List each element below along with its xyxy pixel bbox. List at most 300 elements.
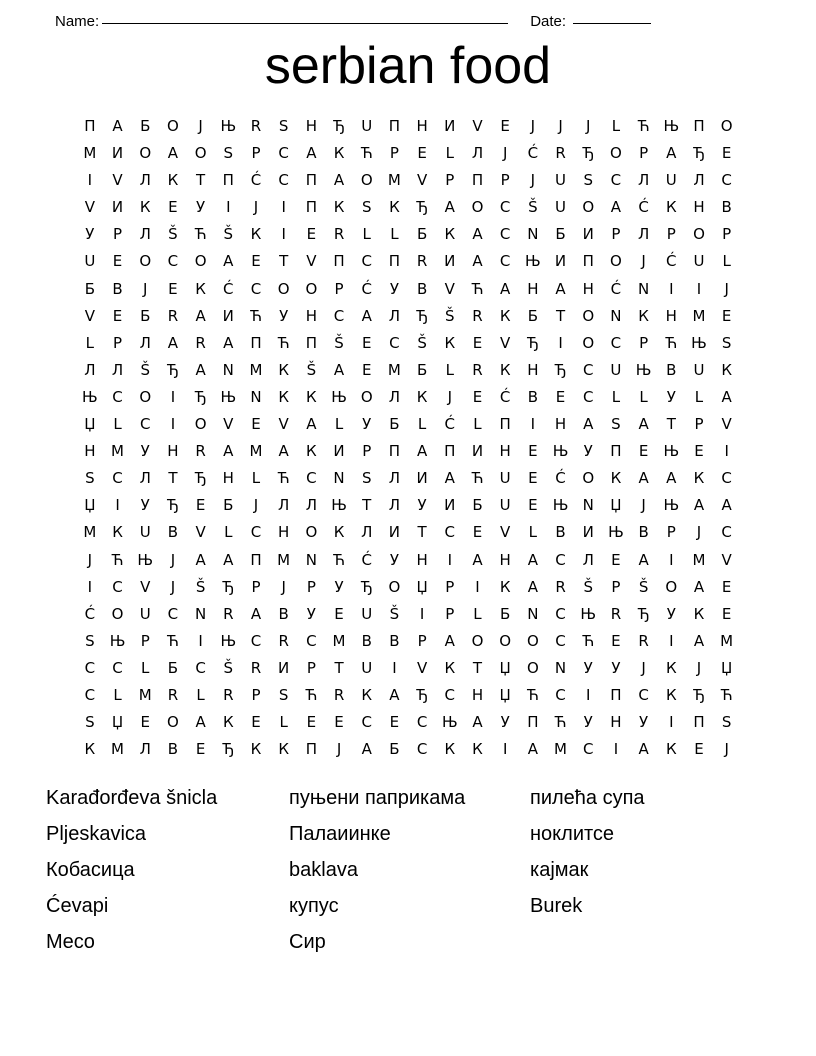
grid-cell[interactable]: I xyxy=(696,279,702,298)
grid-cell[interactable]: Т xyxy=(555,306,566,325)
grid-cell[interactable]: П xyxy=(444,442,456,461)
grid-cell[interactable]: К xyxy=(250,225,262,244)
grid-cell[interactable]: Н xyxy=(305,306,317,325)
grid-cell[interactable]: Н xyxy=(527,360,539,379)
grid-cell[interactable]: Н xyxy=(499,550,511,569)
name-input[interactable] xyxy=(102,23,508,24)
grid-cell[interactable]: U xyxy=(361,117,373,135)
grid-cell[interactable]: А xyxy=(223,333,234,352)
grid-cell[interactable]: V xyxy=(721,550,732,569)
grid-cell[interactable]: N xyxy=(554,658,567,677)
grid-cell[interactable]: П xyxy=(388,117,401,135)
grid-cell[interactable]: С xyxy=(112,658,123,677)
grid-cell[interactable]: N xyxy=(250,387,262,406)
grid-cell[interactable]: Л xyxy=(388,387,401,406)
grid-cell[interactable]: С xyxy=(555,631,566,650)
grid-cell[interactable]: Л xyxy=(361,523,373,542)
grid-cell[interactable]: С xyxy=(389,333,400,352)
grid-cell[interactable]: Ћ xyxy=(720,685,733,704)
grid-cell[interactable]: А xyxy=(527,740,538,759)
grid-cell[interactable]: А xyxy=(250,604,262,623)
grid-cell[interactable]: Е xyxy=(472,523,483,542)
grid-cell[interactable]: Л xyxy=(388,496,401,515)
grid-cell[interactable]: Е xyxy=(168,198,178,217)
grid-cell[interactable]: Њ xyxy=(331,387,347,406)
grid-cell[interactable]: П xyxy=(527,713,539,732)
grid-cell[interactable]: А xyxy=(527,577,538,596)
grid-cell[interactable]: Њ xyxy=(663,117,680,135)
grid-cell[interactable]: О xyxy=(305,523,318,542)
grid-cell[interactable]: I xyxy=(198,631,203,650)
grid-cell[interactable]: А xyxy=(638,469,649,488)
grid-cell[interactable]: Л xyxy=(278,496,290,515)
grid-cell[interactable]: Š xyxy=(195,577,206,596)
grid-cell[interactable]: Р xyxy=(140,631,150,650)
grid-cell[interactable]: L xyxy=(334,415,344,434)
grid-cell[interactable]: R xyxy=(250,117,262,135)
grid-cell[interactable]: R xyxy=(638,631,649,650)
grid-cell[interactable]: Š xyxy=(389,604,400,623)
grid-cell[interactable]: N xyxy=(333,469,345,488)
grid-cell[interactable]: R xyxy=(223,685,234,704)
grid-cell[interactable]: П xyxy=(222,171,234,190)
grid-cell[interactable]: Ć xyxy=(666,252,677,271)
grid-cell[interactable]: А xyxy=(666,469,677,488)
grid-cell[interactable]: U xyxy=(361,604,373,623)
grid-cell[interactable]: Ј xyxy=(696,523,702,542)
grid-cell[interactable]: Р xyxy=(251,685,261,704)
grid-cell[interactable]: Ђ xyxy=(167,496,179,515)
grid-cell[interactable]: О xyxy=(167,713,179,732)
grid-cell[interactable]: К xyxy=(499,577,511,596)
grid-cell[interactable]: Е xyxy=(140,713,150,732)
grid-cell[interactable]: R xyxy=(195,333,206,352)
grid-cell[interactable]: Њ xyxy=(552,442,569,461)
grid-cell[interactable]: И xyxy=(582,225,594,244)
grid-cell[interactable]: Е xyxy=(721,604,732,623)
grid-cell[interactable]: S xyxy=(361,198,372,217)
grid-cell[interactable]: Ј xyxy=(724,740,729,759)
grid-cell[interactable]: R xyxy=(278,631,289,650)
grid-cell[interactable]: R xyxy=(195,442,206,461)
grid-cell[interactable]: Ђ xyxy=(693,144,705,163)
grid-cell[interactable]: I xyxy=(87,577,93,596)
grid-cell[interactable]: С xyxy=(278,171,289,190)
grid-cell[interactable]: П xyxy=(693,713,705,732)
grid-cell[interactable]: С xyxy=(499,252,511,271)
grid-cell[interactable]: Ћ xyxy=(333,550,345,569)
grid-cell[interactable]: N xyxy=(610,306,622,325)
grid-cell[interactable]: С xyxy=(555,685,566,704)
word-list-item[interactable]: пилећа супа xyxy=(530,787,645,809)
grid-cell[interactable]: Р xyxy=(694,415,704,434)
word-list-item[interactable]: Сир xyxy=(289,931,326,953)
grid-cell[interactable]: Ј xyxy=(641,496,646,515)
grid-cell[interactable]: Ћ xyxy=(167,631,179,650)
grid-cell[interactable]: I xyxy=(669,279,674,298)
grid-cell[interactable]: S xyxy=(223,144,234,163)
grid-cell[interactable]: К xyxy=(444,333,456,352)
grid-cell[interactable]: Њ xyxy=(137,550,154,569)
grid-cell[interactable]: V xyxy=(500,333,511,352)
word-list-item[interactable]: Karađorđeva šnicla xyxy=(46,787,218,809)
grid-cell[interactable]: Е xyxy=(555,387,566,406)
grid-cell[interactable]: Ђ xyxy=(554,360,567,379)
grid-cell[interactable]: С xyxy=(721,171,732,190)
grid-cell[interactable]: Н xyxy=(167,442,179,461)
grid-cell[interactable]: Ј xyxy=(447,387,452,406)
grid-cell[interactable]: L xyxy=(445,360,454,379)
grid-cell[interactable]: П xyxy=(471,171,484,190)
grid-cell[interactable]: V xyxy=(112,171,123,190)
grid-cell[interactable]: R xyxy=(555,144,566,163)
grid-cell[interactable]: L xyxy=(473,604,482,623)
grid-cell[interactable]: Њ xyxy=(220,631,237,650)
word-list-item[interactable]: Burek xyxy=(530,895,583,917)
word-list-item[interactable]: ноклитсе xyxy=(530,823,615,845)
grid-cell[interactable]: Ј xyxy=(530,117,536,135)
grid-cell[interactable]: С xyxy=(582,740,594,759)
grid-cell[interactable]: К xyxy=(139,198,151,217)
grid-cell[interactable]: Н xyxy=(416,550,428,569)
grid-cell[interactable]: Њ xyxy=(691,333,707,352)
grid-cell[interactable]: Ј xyxy=(724,279,729,298)
grid-cell[interactable]: U xyxy=(555,198,567,217)
grid-cell[interactable]: Џ xyxy=(416,577,428,596)
grid-cell[interactable]: Б xyxy=(167,658,179,677)
grid-cell[interactable]: Б xyxy=(389,415,400,434)
grid-cell[interactable]: Б xyxy=(555,225,566,244)
grid-cell[interactable]: U xyxy=(499,469,511,488)
grid-cell[interactable]: Њ xyxy=(331,496,347,515)
grid-cell[interactable]: С xyxy=(721,523,732,542)
grid-cell[interactable]: С xyxy=(250,279,262,298)
grid-cell[interactable]: С xyxy=(84,685,96,704)
grid-cell[interactable]: И xyxy=(222,306,234,325)
grid-cell[interactable]: С xyxy=(582,387,594,406)
grid-cell[interactable]: К xyxy=(167,171,179,190)
grid-cell[interactable]: Ј xyxy=(641,658,646,677)
grid-cell[interactable]: Џ xyxy=(111,713,124,732)
grid-cell[interactable]: Н xyxy=(527,279,539,298)
grid-cell[interactable]: С xyxy=(195,658,206,677)
grid-cell[interactable]: П xyxy=(305,333,317,352)
grid-cell[interactable]: Њ xyxy=(580,604,597,623)
grid-cell[interactable]: У xyxy=(389,550,399,569)
grid-cell[interactable]: С xyxy=(444,523,456,542)
grid-cell[interactable]: А xyxy=(638,740,649,759)
grid-cell[interactable]: О xyxy=(194,144,207,163)
grid-cell[interactable]: А xyxy=(112,117,123,135)
grid-cell[interactable]: V xyxy=(84,198,95,217)
grid-cell[interactable]: Š xyxy=(583,577,593,596)
grid-cell[interactable]: Р xyxy=(445,171,455,190)
grid-cell[interactable]: U xyxy=(693,252,705,271)
grid-cell[interactable]: V xyxy=(472,117,483,135)
grid-cell[interactable]: П xyxy=(305,171,317,190)
grid-cell[interactable]: О xyxy=(693,225,705,244)
word-search-grid[interactable] xyxy=(76,113,740,763)
grid-cell[interactable]: К xyxy=(195,279,206,298)
grid-cell[interactable]: Е xyxy=(528,469,538,488)
grid-cell[interactable]: П xyxy=(582,252,594,271)
grid-cell[interactable]: Њ xyxy=(663,496,680,515)
grid-cell[interactable]: С xyxy=(139,415,151,434)
grid-cell[interactable]: Ć xyxy=(250,171,262,190)
grid-cell[interactable]: П xyxy=(250,550,262,569)
grid-cell[interactable]: П xyxy=(388,252,401,271)
grid-cell[interactable]: У xyxy=(140,496,150,515)
grid-cell[interactable]: Б xyxy=(472,496,483,515)
grid-cell[interactable]: V xyxy=(721,415,732,434)
grid-cell[interactable]: У xyxy=(583,658,593,677)
grid-cell[interactable]: С xyxy=(250,523,262,542)
grid-cell[interactable]: У xyxy=(306,604,316,623)
grid-cell[interactable]: Н xyxy=(471,685,484,704)
grid-cell[interactable]: Š xyxy=(638,577,649,596)
grid-cell[interactable]: Е xyxy=(389,713,400,732)
grid-cell[interactable]: А xyxy=(306,144,317,163)
grid-cell[interactable]: S xyxy=(721,333,732,352)
grid-cell[interactable]: И xyxy=(582,523,594,542)
grid-cell[interactable]: Л xyxy=(693,171,705,190)
grid-cell[interactable]: К xyxy=(333,198,345,217)
grid-cell[interactable]: Ћ xyxy=(471,469,484,488)
grid-cell[interactable]: L xyxy=(611,117,621,135)
grid-cell[interactable]: А xyxy=(693,577,705,596)
grid-cell[interactable]: А xyxy=(361,306,372,325)
grid-cell[interactable]: Е xyxy=(306,713,317,732)
grid-cell[interactable]: R xyxy=(167,685,179,704)
grid-cell[interactable]: А xyxy=(223,442,234,461)
grid-cell[interactable]: Е xyxy=(361,360,372,379)
grid-cell[interactable]: I xyxy=(226,198,231,217)
grid-cell[interactable]: У xyxy=(611,658,621,677)
grid-cell[interactable]: У xyxy=(583,713,593,732)
grid-cell[interactable]: О xyxy=(388,577,401,596)
grid-cell[interactable]: К xyxy=(444,740,456,759)
grid-cell[interactable]: И xyxy=(388,523,401,542)
grid-cell[interactable]: М xyxy=(332,631,346,650)
grid-cell[interactable]: М xyxy=(249,360,263,379)
grid-cell[interactable]: Е xyxy=(721,577,732,596)
grid-cell[interactable]: Р xyxy=(306,577,316,596)
grid-cell[interactable]: Б xyxy=(416,360,428,379)
grid-cell[interactable]: К xyxy=(472,740,483,759)
grid-cell[interactable]: К xyxy=(112,523,123,542)
grid-cell[interactable]: Р xyxy=(611,225,621,244)
grid-cell[interactable]: Ј xyxy=(696,658,702,677)
grid-cell[interactable]: Ђ xyxy=(167,360,179,379)
grid-cell[interactable]: О xyxy=(471,198,484,217)
grid-cell[interactable]: Ј xyxy=(336,740,342,759)
grid-cell[interactable]: I xyxy=(669,631,674,650)
grid-cell[interactable]: К xyxy=(665,740,677,759)
grid-cell[interactable]: А xyxy=(472,225,483,244)
grid-cell[interactable]: Ј xyxy=(558,117,563,135)
grid-cell[interactable]: I xyxy=(669,713,674,732)
grid-cell[interactable]: R xyxy=(472,360,483,379)
grid-cell[interactable]: L xyxy=(141,658,150,677)
grid-cell[interactable]: S xyxy=(611,415,621,434)
grid-cell[interactable]: Š xyxy=(528,198,538,217)
grid-cell[interactable]: Н xyxy=(554,415,567,434)
grid-cell[interactable]: L xyxy=(473,415,482,434)
grid-cell[interactable]: S xyxy=(85,713,95,732)
grid-cell[interactable]: I xyxy=(669,550,674,569)
grid-cell[interactable]: К xyxy=(721,360,732,379)
grid-cell[interactable]: Н xyxy=(416,117,428,135)
grid-cell[interactable]: Џ xyxy=(499,685,511,704)
grid-cell[interactable]: Ј xyxy=(502,144,508,163)
grid-cell[interactable]: Л xyxy=(582,550,594,569)
grid-cell[interactable]: П xyxy=(333,252,345,271)
grid-cell[interactable]: К xyxy=(306,387,317,406)
grid-cell[interactable]: Л xyxy=(139,469,151,488)
grid-cell[interactable]: С xyxy=(721,469,732,488)
grid-cell[interactable]: О xyxy=(111,604,124,623)
grid-cell[interactable]: R xyxy=(472,306,483,325)
grid-cell[interactable]: С xyxy=(610,171,622,190)
grid-cell[interactable]: Ј xyxy=(253,198,259,217)
grid-cell[interactable]: Т xyxy=(334,658,344,677)
grid-cell[interactable]: L xyxy=(417,415,427,434)
grid-cell[interactable]: I xyxy=(87,171,93,190)
grid-cell[interactable]: К xyxy=(665,658,677,677)
grid-cell[interactable]: Ć xyxy=(555,469,566,488)
grid-cell[interactable]: Е xyxy=(417,144,427,163)
grid-cell[interactable]: I xyxy=(530,415,536,434)
grid-cell[interactable]: С xyxy=(306,631,317,650)
grid-cell[interactable]: Н xyxy=(582,279,594,298)
grid-cell[interactable]: У xyxy=(417,496,427,515)
grid-cell[interactable]: И xyxy=(278,658,290,677)
grid-cell[interactable]: V xyxy=(444,279,455,298)
grid-cell[interactable]: Њ xyxy=(525,252,541,271)
grid-cell[interactable]: I xyxy=(613,740,619,759)
grid-cell[interactable]: С xyxy=(112,469,123,488)
grid-cell[interactable]: О xyxy=(526,631,539,650)
grid-cell[interactable]: Ј xyxy=(530,171,536,190)
grid-cell[interactable]: Е xyxy=(638,442,649,461)
grid-cell[interactable]: К xyxy=(278,387,289,406)
grid-cell[interactable]: К xyxy=(250,740,262,759)
grid-cell[interactable]: Б xyxy=(389,740,400,759)
grid-cell[interactable]: Р xyxy=(306,658,316,677)
grid-cell[interactable]: Л xyxy=(388,469,401,488)
grid-cell[interactable]: Б xyxy=(416,225,428,244)
grid-cell[interactable]: М xyxy=(554,740,567,759)
grid-cell[interactable]: О xyxy=(360,387,373,406)
grid-cell[interactable]: А xyxy=(223,550,234,569)
grid-cell[interactable]: I xyxy=(170,387,176,406)
grid-cell[interactable]: L xyxy=(445,144,454,163)
grid-cell[interactable]: Š xyxy=(140,360,150,379)
grid-cell[interactable]: К xyxy=(84,740,96,759)
grid-cell[interactable]: П xyxy=(305,198,317,217)
grid-cell[interactable]: А xyxy=(333,360,345,379)
grid-cell[interactable]: В xyxy=(389,631,400,650)
grid-cell[interactable]: П xyxy=(693,117,705,135)
grid-cell[interactable]: М xyxy=(720,631,734,650)
grid-cell[interactable]: Б xyxy=(84,279,95,298)
grid-cell[interactable]: U xyxy=(693,360,705,379)
grid-cell[interactable]: U xyxy=(610,360,622,379)
grid-cell[interactable]: Н xyxy=(693,198,705,217)
grid-cell[interactable]: С xyxy=(416,740,428,759)
grid-cell[interactable]: П xyxy=(305,740,317,759)
grid-cell[interactable]: Е xyxy=(472,333,483,352)
grid-cell[interactable]: С xyxy=(278,144,289,163)
grid-cell[interactable]: С xyxy=(84,658,96,677)
grid-cell[interactable]: А xyxy=(527,550,538,569)
grid-cell[interactable]: А xyxy=(472,252,483,271)
grid-cell[interactable]: С xyxy=(250,631,262,650)
grid-cell[interactable]: А xyxy=(638,415,649,434)
grid-cell[interactable]: М xyxy=(111,740,124,759)
grid-cell[interactable]: В xyxy=(638,523,649,542)
grid-cell[interactable]: И xyxy=(333,442,345,461)
grid-cell[interactable]: А xyxy=(583,415,594,434)
grid-cell[interactable]: М xyxy=(249,442,263,461)
grid-cell[interactable]: L xyxy=(390,225,399,244)
grid-cell[interactable]: М xyxy=(138,685,152,704)
grid-cell[interactable]: П xyxy=(84,117,96,135)
grid-cell[interactable]: Р xyxy=(445,577,455,596)
grid-cell[interactable]: Њ xyxy=(220,117,237,135)
grid-cell[interactable]: О xyxy=(139,387,152,406)
grid-cell[interactable]: С xyxy=(361,252,372,271)
grid-cell[interactable]: S xyxy=(278,117,289,135)
grid-cell[interactable]: Т xyxy=(279,252,289,271)
grid-cell[interactable]: С xyxy=(610,333,622,352)
grid-cell[interactable]: L xyxy=(362,225,371,244)
grid-cell[interactable]: Ћ xyxy=(250,306,262,325)
grid-cell[interactable]: R xyxy=(333,685,345,704)
grid-cell[interactable]: О xyxy=(360,171,373,190)
grid-cell[interactable]: М xyxy=(692,550,706,569)
grid-cell[interactable]: О xyxy=(499,631,512,650)
grid-cell[interactable]: Њ xyxy=(109,631,126,650)
grid-cell[interactable]: V xyxy=(278,415,289,434)
grid-cell[interactable]: С xyxy=(638,685,649,704)
grid-cell[interactable]: В xyxy=(666,360,677,379)
grid-cell[interactable]: V xyxy=(416,658,428,677)
grid-cell[interactable]: Л xyxy=(471,144,484,163)
grid-cell[interactable]: А xyxy=(167,333,179,352)
grid-cell[interactable]: Т xyxy=(168,469,178,488)
grid-cell[interactable]: L xyxy=(528,523,538,542)
grid-cell[interactable]: Ć xyxy=(361,550,372,569)
grid-cell[interactable]: С xyxy=(167,604,179,623)
grid-cell[interactable]: V xyxy=(416,171,428,190)
grid-cell[interactable]: Њ xyxy=(663,442,680,461)
grid-cell[interactable]: Р xyxy=(113,333,123,352)
grid-cell[interactable]: Р xyxy=(639,333,649,352)
grid-cell[interactable]: U xyxy=(361,658,373,677)
grid-cell[interactable]: U xyxy=(499,496,511,515)
grid-cell[interactable]: Р xyxy=(611,577,621,596)
grid-cell[interactable]: Р xyxy=(445,604,455,623)
grid-cell[interactable]: О xyxy=(277,279,290,298)
grid-cell[interactable]: Џ xyxy=(610,496,622,515)
grid-cell[interactable]: I xyxy=(586,685,591,704)
grid-cell[interactable]: М xyxy=(692,306,706,325)
grid-cell[interactable]: Њ xyxy=(82,387,98,406)
grid-cell[interactable]: Ђ xyxy=(194,387,207,406)
grid-cell[interactable]: I xyxy=(502,740,508,759)
grid-cell[interactable]: К xyxy=(222,713,234,732)
